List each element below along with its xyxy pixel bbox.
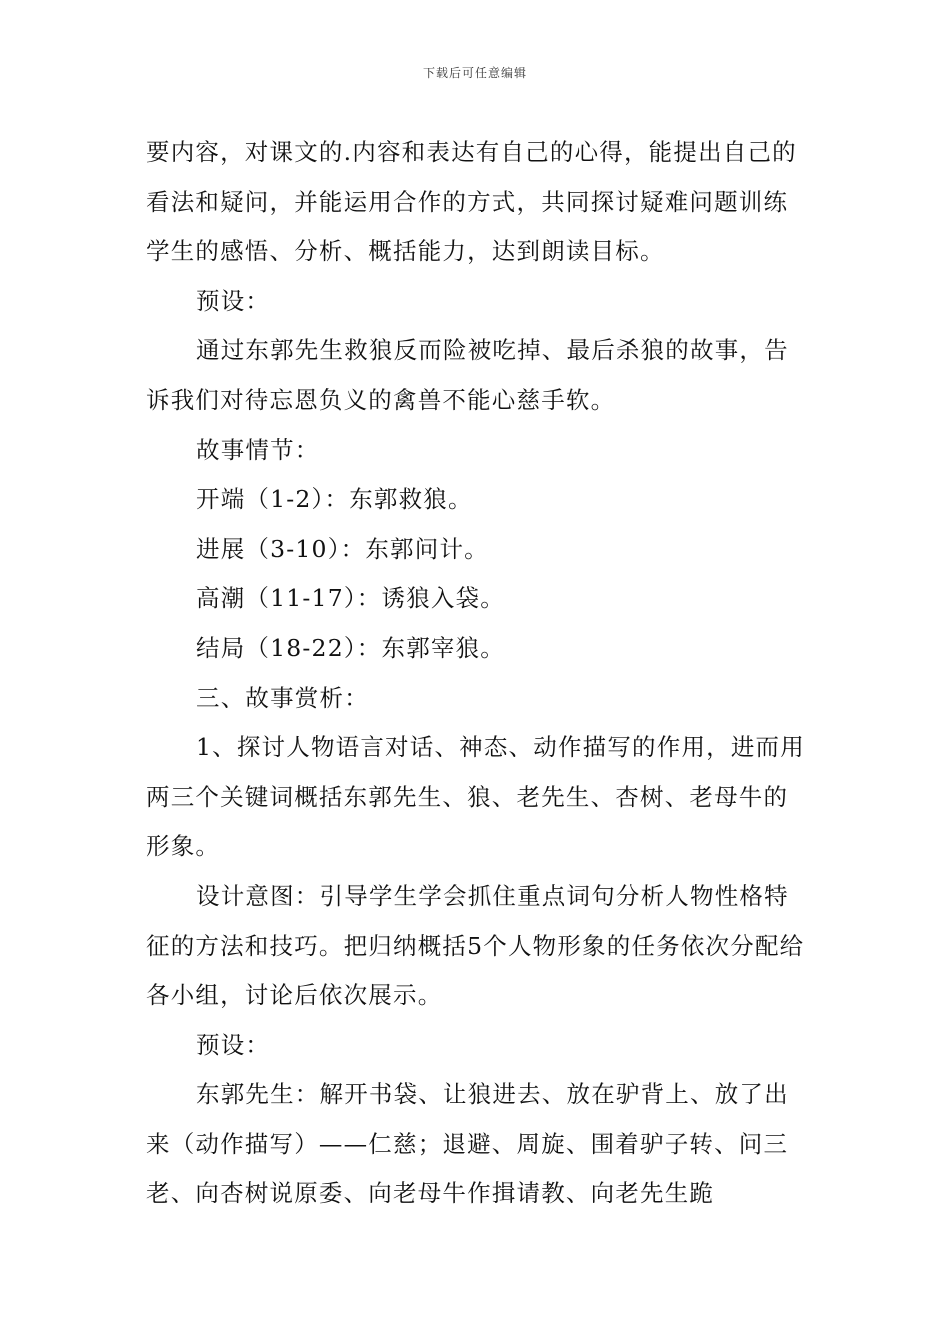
paragraph: 设计意图：引导学生学会抓住重点词句分析人物性格特征的方法和技巧。把归纳概括5个人物形象的任务依次分配给各小组，讨论后依次展示。: [146, 881, 805, 1010]
paragraph: 东郭先生：解开书袋、让狼进去、放在驴背上、放了出来（动作描写）——仁慈；退避、周旋、围着驴子转、问三老、向杏树说原委、向老母牛作揖请教、向老先生跪: [146, 1080, 789, 1208]
paragraph: 结局（18-22）：东郭宰狼。: [196, 633, 505, 662]
section-heading: 三、故事赏析：: [196, 683, 369, 712]
paragraph: 进展（3-10）：东郭问计。: [196, 534, 489, 563]
paragraph: 预设：: [196, 1030, 271, 1059]
paragraph: 通过东郭先生救狼反而险被吃掉、最后杀狼的故事，告诉我们对待忘恩负义的禽兽不能心慈手软。: [146, 336, 789, 414]
paragraph: 故事情节：: [196, 435, 320, 464]
page-header: 下载后可任意编辑: [422, 66, 527, 80]
document-body: [146, 128, 808, 1219]
paragraph: 开端（1-2）：东郭救狼。: [196, 485, 473, 514]
paragraph: 预设：: [196, 286, 271, 315]
paragraph: 1、探讨人物语言对话、神态、动作描写的作用，进而用两三个关键词概括东郭先生、狼、老先生、杏树、老母牛的形象。: [146, 733, 805, 861]
paragraph: 高潮（11-17）：诱狼入袋。: [196, 584, 505, 613]
paragraph: 要内容，对课文的.内容和表达有自己的心得，能提出自己的看法和疑问，并能运用合作的方式，共同探讨疑难问题训练学生的感悟、分析、概括能力，达到朗读目标。: [146, 138, 797, 266]
